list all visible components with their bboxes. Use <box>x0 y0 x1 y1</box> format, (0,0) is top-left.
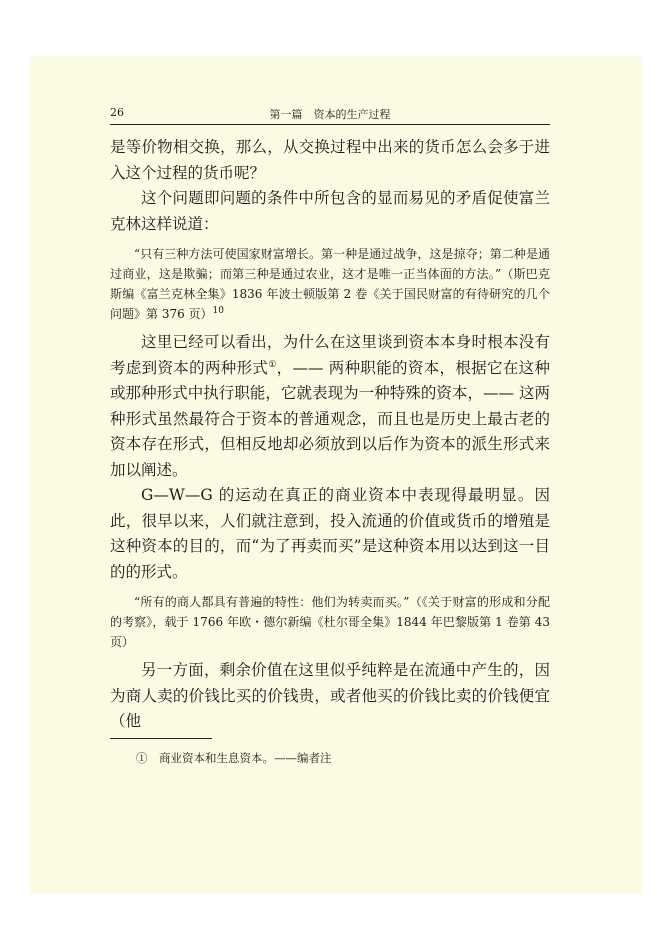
page-content <box>110 104 550 735</box>
paragraph-5: 另一方面，剩余价值在这里似乎纯粹是在流通中产生的，因为商人卖的价钱比买的价钱贵，或者他买的价钱比卖的价钱便宜（他 <box>110 661 550 730</box>
paragraph-3 <box>110 330 550 483</box>
page-number: 26 <box>110 106 124 119</box>
paragraph-3-part-a: 这里已经可以看出，为什么在这里谈到资本本身时根本没有考虑到资本的两种形式 <box>110 333 550 377</box>
paragraph-3-part-b: ，—— 两种职能的资本，根据它在这种或那种形式中执行职能，它就表现为一种特殊的资本，—— 这两种形式虽然最符合于资本的普通观念，而且也是历史上最古老的资本存在形式，但相反地却必须放到以后作为资本的派生形式来加以阐述。 <box>110 358 550 479</box>
footnote: ① 商业资本和生息资本。——编者注 <box>136 751 332 765</box>
paragraph-1: 是等价物相交换，那么，从交换过程中出来的货币怎么会多于进入这个过程的货币呢？ <box>110 138 550 182</box>
paragraph-4: G—W—G 的运动在真正的商业资本中表现得最明显。因此，很早以来，人们就注意到，投入流通的价值或货币的增殖是这种资本的目的，而“为了再卖而买”是这种资本用以达到这一目的的形式。 <box>110 486 550 581</box>
running-header <box>110 104 550 125</box>
running-title: 第一篇 资本的生产过程 <box>269 108 391 121</box>
endnote-ref-10: 10 <box>212 306 224 316</box>
paragraph-2: 这个问题即问题的条件中所包含的显而易见的矛盾促使富兰克林这样说道： <box>110 189 550 233</box>
quote-turgot: “所有的商人都具有普遍的特性：他们为转卖而买。”（《关于财富的形成和分配的考察》，载于 1766 年欧・德尔新编《杜尔哥全集》1844 年巴黎版第 1 卷第 43 页） <box>110 595 550 649</box>
footnote-ref-1: ① <box>268 359 277 370</box>
footnote-divider <box>110 738 212 739</box>
quote-franklin-text: “只有三种方法可使国家财富增长。第一种是通过战争，这是掠夺；第二种是通过商业，这是欺骗；而第三种是通过农业，这才是唯一正当体面的方法。”（斯巴克斯编《富兰克林全集》1836 年波士顿版第 2 卷《关于国民财富的有待研究的几个问题》第 376 页） <box>110 247 550 321</box>
quote-franklin <box>110 244 550 324</box>
body-text <box>110 135 550 735</box>
